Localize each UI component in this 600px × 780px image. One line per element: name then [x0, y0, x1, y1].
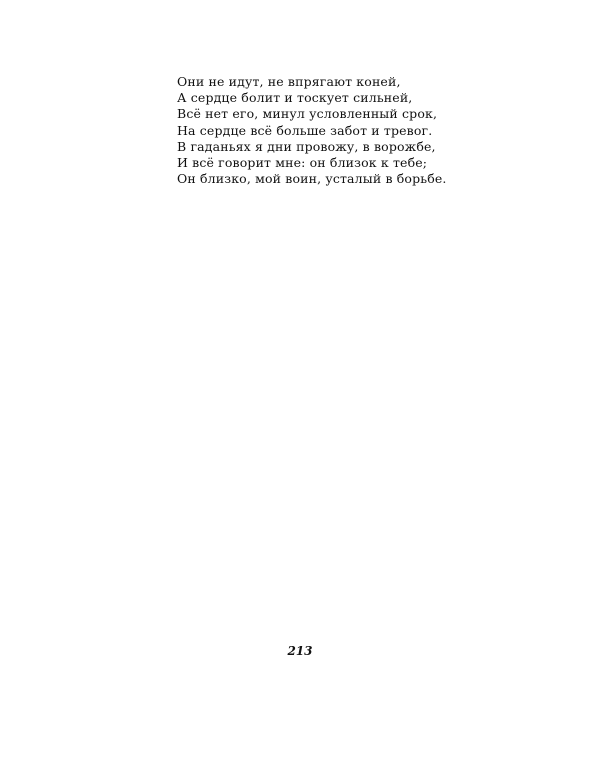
poem-stanza — [177, 74, 477, 187]
poem-line: Он близко, мой воин, усталый в борьбе. — [177, 171, 447, 187]
poem-line: А сердце болит и тоскует сильней, — [177, 90, 413, 106]
poem-line: Они не идут, не впрягают коней, — [177, 74, 401, 89]
poem-line: Всё нет его, минул условленный срок, — [177, 106, 438, 122]
page-number: 213 — [287, 644, 313, 658]
poem-line: В гаданьях я дни провожу, в ворожбе, — [177, 138, 436, 154]
poem-line: На сердце всё больше забот и тревог. — [177, 122, 433, 138]
poem-line: И всё говорит мне: он близок к тебе; — [177, 155, 428, 171]
